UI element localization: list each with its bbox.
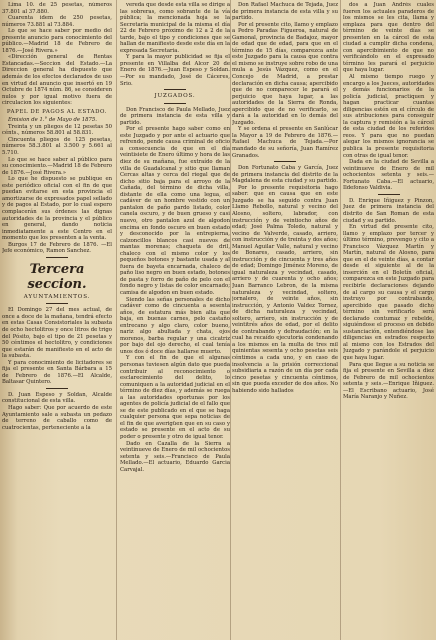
paragraph: En virtud del presente cito, llamo y emplazo por tercer y último término, prevengo y cito a Francisco Vázquez Martín y Martín, natural de Alosno, para que en el de veinte días, a contar desde el siguiente al de la inserción en el Boletín oficial, comparezca en este Juzgado para recibirle declaraciones dejando de al cargo su causa y el cargo instruyo por contrabando, apercibido que pasado dicho término sin verificarlo será declarado contumaz y rebelde, siguiéndose el proceso en debido sustanciación, entendiéndose las diligencias en estrados respecto al mismo con los Estrados del Juzgado y parándole el perjuicio que haya lugar.: [343, 224, 434, 361]
section-title: Tercera seccion.: [27, 261, 87, 292]
paragraph: Dado en Cazalla de la Sierra a veintinueve de Enero de mil ochocientos setenta y seis.—Francisco de Paula Mellado.—El actuario, Eduardo Garcia Carvajal.: [120, 440, 230, 473]
paragraph: El Domingo 27 del mes actual, de once a doce de la mañana, tendrá efecto en estas Casas Consistoriales la subasta de ocho hectolitros y once litros de trigo del Pósito, bajo el tipo de 21 pesetas y 50 céntimos el hectolitro, y condiciones que estarán de manifiesto en el acto de la subasta.: [2, 307, 112, 360]
paragraph: Don Fortunato Caba y García, Juez de primera instancia del distrito de la Magdalena de esta ciudad y su partido.: [232, 165, 338, 185]
paragraph: vereda que desde esta villa se dirige a las sobreras, como sobrante de la vía pública; la mencionada hoja se la Secretaria municipal de la misma el día 22 de Febrero próximo de 12 a 2 de la tarde, bajo el tipo y condiciones que se hallan de manifiesto desde este día en la expresada Secretaria.: [120, 2, 230, 54]
paragraph: Dada en la ciudad de Sevilla a veintinueve de Enero de mil ochocientos setenta y seis.—Fortunato Caba.—El actuario, Ildefonso Valdivia.: [343, 159, 434, 192]
column-4: [343, 2, 434, 636]
paragraph: Lima 10. de 25 pesetas, números 37.801 al 37.880.: [2, 2, 112, 15]
section-subtitle: AYUNTAMIENTOS.: [23, 293, 91, 300]
paragraph: Lo que se hace saber al público para su conocimiento.—Madrid 18 de Febrero de 1876.—José Rivera.»: [2, 156, 112, 176]
paragraph: Y para la mayor publicidad se fija el presente en Villalba del Alcor 20 de Enero de 1876.—Juan Espeso y Soldan.—Por su mandado, José de Cáceres, Srio.: [120, 54, 230, 87]
column-3: [232, 2, 338, 636]
paragraph: Al mismo tiempo ruego y encargo a los Jueces, autoridades y demás funcionarios de la policía judicial, practiquen y hagan practicar cuantas diligencias estén en el círculo de sus atribuciones para conseguir la captura y remisión a la cárcel de esta ciudad de los referidos reos. Y para que no puedan alegar los mismos ignorancia se publica la presente requisitoria con otras de igual tenor.: [343, 74, 434, 159]
paragraph: Treinta y un pliegos de 12 pesetas 50 cénts., números 58.801 al 58.831.: [2, 123, 112, 137]
paragraph: Lo que he dispuesto se publique en este periódico oficial con el fin de que puedan evitarse en esta provincia el amortizarse de expresados papel sellado y de pagos al Estado, por lo cual espero complacerán sus órdenes las dignas autoridades de la provincia y el público en general, dando noticia inmediatamente a este Centro en el momento que los presenten a la venta.: [2, 176, 112, 242]
column-rule: [116, 0, 117, 640]
paragraph: Por lo presente requisitoria hago saber: que en causa que en este Juzgado se ha seguido contra Juan Llamo Rebollo, natural y vecino del Alosno, soltero, labrador, con instrucción y de veintiocho años de edad; José Palma Toledo, natural y vecino de Valverde, casado, arriero, con instrucción y de treinta y dos años; Manuel Aguilar Valle, natural y vecino de Bonares, casado, arriero, sin instrucción y de cincuenta y tres años de edad; Domingo Jiménez Moreno, de igual naturaleza y vecindad, casado, arriero y de cuarenta y ocho años; Juan Barranco Lebron, de la misma naturaleza y vecindad, soltero, jornalero, de veinte años, sin instrucción, y Antonio Valdez Tornez, de dicha naturaleza y vecindad, soltero, arriero, sin instrucción y de veintitrés años de edad, por el delito de contrabando y defraudación; en la cual ha recaído ejecutoria condenando a los mismos en la multa de tres mil quinientas sesenta y ocho pesetas seis céntimos a cada uno, y en caso de insolvencia a la prisión correccional subsidiaria a razón de un día por cada cinco pesetas y cincuenta céntimos, sin que pueda exceder de dos años. No habiendo sido hallados: [232, 184, 338, 394]
paragraph: Y para conocimiento de licitadores se fija el presente en Santa Bárbara a 15 de Febrero de 1876.—El Alcalde, Baltasar Quintero.: [2, 359, 112, 386]
paragraph: D. Enrique Iñiguez y Pinzon, Juez de primera instancia del distrito de San Roman de esta ciudad y su partido.: [343, 197, 434, 224]
divider: [164, 103, 186, 104]
paragraph: Burgos 17 de Febrero de 1876. —El Jefe económico, Ramon Sanchez.: [2, 241, 112, 255]
paragraph: Por el presente hago saber como en este Juzgado y por ante el actuario que refrendo, pende causa criminal de oficio a consecuencia de que en el día veintisiete de Enero último y hora de las diez de su mañana, fue extraído de la villa de Guadalcanal y sitio que llaman Cercas altas y cerca del riegal que de dicho sitio baja para el arroyo de la Cañada, del término de dicha villa, distante de ella como una legua, el cadáver de un hombre vestido con un pantalon de paño pardo listado, color canela oscuro, y de buen grueso y casi nuevo, otro pantalon azul de algodon encima en fondo oscuro en buen estado y desconocido por la entrepierna, calzoncillos blancos casi nuevos de mantas morenas; chaqueta de dril, chaleco con el mismo color y los pequeños botones y bastante usada y al fuera de bayeta encarnada, chaleco de paño liso negro en buen estado, botones de pasta y forro de paño de pelo con el fondo negro y listas de color encarnado; camisa de algodon en buen estado.: [120, 126, 230, 296]
column-1: [2, 2, 112, 636]
paragraph: Don Rafael Machuca de Tejada, Juez de primera instancia de esta villa y su partido.: [232, 2, 338, 22]
paragraph: Y se ordena el presente en Sanlúcar la Mayor a 19 de Febrero de 1876.—Rafael Machuca de Tejada.—Por mandado de su señoría, Juan Ramírez Granados.: [232, 126, 338, 159]
paragraph: Para que llegue a su noticia se fija el presente en Sevilla a diez de Febrero de mil ochocientos setenta y seis.—Enrique Iñiguez.—El Escribano actuario, José María Naranjo y Nuñez.: [343, 361, 434, 401]
paragraph: «Dirección general de Rentas Estancadas.—Seccion del Estado.—La Direccion general ha dispuesto que además de los efectos declarados de uso en virtud del anuncio que insertó en 19 Octubre de 1874 núm. 86, se consideren nulos y por igual motivo fuera de circulacion los siguientes:: [2, 54, 112, 107]
column-rule: [340, 0, 341, 640]
divider: [378, 194, 400, 195]
paragraph: Don Francisco de Paula Mellado, Juez de primera instancia de esta villa y partido.: [120, 106, 230, 126]
paragraph: Cincuenta pliegos de 125 pesetas, números 58.3.801 al 3.500 y 5.661 al 5.710.: [2, 136, 112, 157]
divider: [46, 388, 68, 389]
column-rule: [230, 0, 231, 640]
paragraph: Hago saber: Que por acuerdo de este Ayuntamiento sale a subasta un pedazo de terreno de caballo como de cuatrocientas, perteneciente a la: [2, 404, 112, 431]
paragraph: Por el presente cito, llamo y emplazo a Pedro Paradas Figueroa, natural de Gamonal, provincia de Badajoz, mayor de edad que de edad, para que en el término de 15 días, comparezca ante este Juzgado para la causa que contra el mismo se instruye sobre robo de una mula a Jesús Vázquez, como en el Concejo de Madrid, a prestar declaración en dicha causa; apercibido que de no comparecer le parará el perjuicio que haya lugar, a las autoridades de la Sierra de Ronda, apercibido que de no verificarlo, se dará a la autoridad en lo demás del Juzgado.: [232, 21, 338, 126]
paragraph: Emision de 1.° de Mayo de 1875.: [8, 117, 97, 124]
divider: [274, 161, 296, 162]
section-subtitle: JUZGADOS.: [154, 93, 196, 100]
paragraph: Cuarenta idem de 250 pesetas, números 73.881 al 73.884.: [2, 15, 112, 28]
paragraph: D. Juan Espeso y Soldan, Alcalde constitucional de esta villa.: [2, 391, 112, 405]
paragraph: Siendo las señas personales de dicho cadáver como de cincuenta a sesenta años, de estatura más bien alta que baja, en buenas carnes, pelo castaño entrecano y algo claro, color bueno, nariz algo abultada y chata, ojos morenos, barba regular y una cicatriz por bajo del ojo derecho, el cual tenía unos dos ó doce días hallarse muerto.: [120, 296, 230, 355]
divider: [46, 257, 68, 258]
column-2: [120, 2, 230, 636]
divider: [164, 89, 186, 90]
paragraph: Lo que se hace saber por medio del presente anuncio para conocimiento del público.—Madrid 18 de Febrero de 1876.—José Rivera.»: [2, 28, 112, 54]
paragraph: Y con el fin de que el algunas personas tuviesen algún dato que pueda contribuir al reconocimiento o esclarecimiento del delito, lo comuniquen a la autoridad judicial en el término de diez días, y además se ruega a las autoridades oportunas por los agentes de policía judicial de el fallo que se de este publicado en el que se haga cualquier persona que sepa noticias de el fin de que averigüen que en su caso y estado se presente en el acto de su poder o presente y otro de igual tenor.: [120, 355, 230, 440]
subheading: PAPEL DE PAGOS AL ESTADO.: [6, 108, 108, 115]
divider: [46, 303, 68, 304]
paragraph: dos a Juan Andrés cuales fueren los actuales paraderos de los mismos se les cita, llama y emplaza para que dentro del término de veinte días se presenten en la cárcel de esta ciudad a cumplir dicha condena, con apercibimiento de que no verificándolo en el expresado término les parará el perjuicio que haya lugar.: [343, 2, 434, 74]
